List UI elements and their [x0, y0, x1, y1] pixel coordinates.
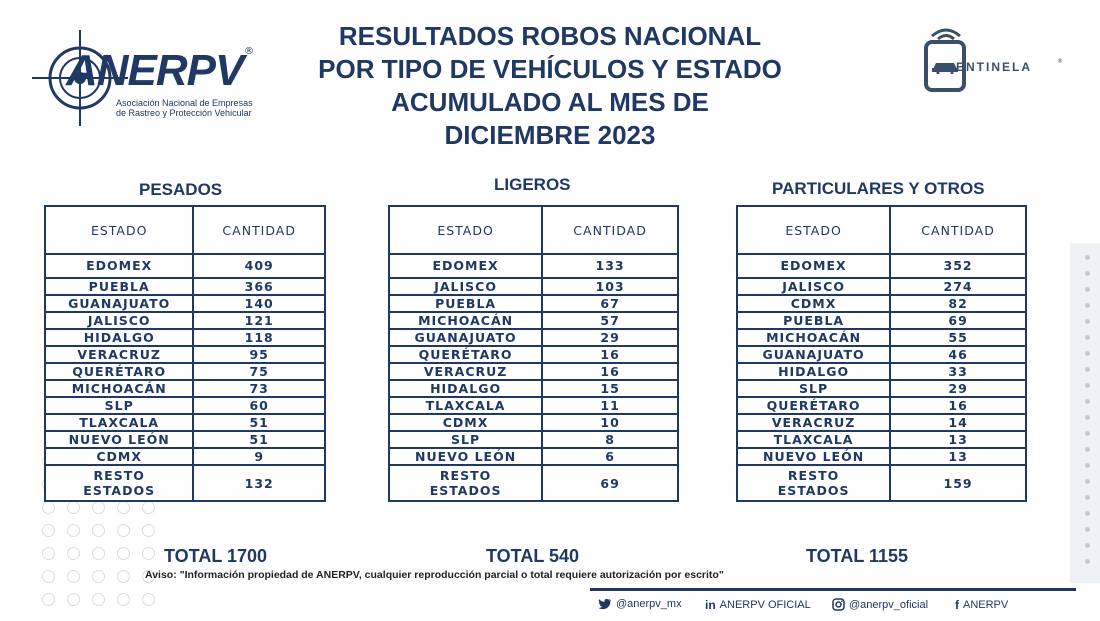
cell-cantidad: 95 — [193, 346, 325, 363]
cell-cantidad: 29 — [542, 329, 678, 346]
table-row — [737, 329, 1026, 346]
table-row — [45, 397, 325, 414]
cell-estado: PUEBLA — [389, 295, 542, 312]
cell-estado: GUANAJUATO — [45, 295, 193, 312]
cell-cantidad: 75 — [193, 363, 325, 380]
cell-estado-resto — [389, 465, 542, 501]
cell-estado: EDOMEX — [45, 254, 193, 278]
anerpv-wordmark: ANERPV — [66, 46, 244, 95]
cell-cantidad: 57 — [542, 312, 678, 329]
cell-estado: VERACRUZ — [737, 414, 890, 431]
cell-estado: GUANAJUATO — [389, 329, 542, 346]
table-row — [45, 278, 325, 295]
table-row — [389, 448, 678, 465]
title-line: ACUMULADO AL MES DE — [391, 87, 709, 117]
table-row — [389, 414, 678, 431]
table-row-resto — [737, 465, 1026, 501]
table-row — [45, 431, 325, 448]
cell-estado: NUEVO LEÓN — [45, 431, 193, 448]
instagram-handle: @anerpv_oficial — [849, 598, 929, 611]
cell-cantidad: 8 — [542, 431, 678, 448]
cell-cantidad-resto: 69 — [542, 465, 678, 501]
cell-cantidad: 69 — [890, 312, 1026, 329]
social-twitter[interactable] — [598, 598, 682, 610]
table-row — [737, 363, 1026, 380]
twitter-handle: @anerpv_mx — [616, 598, 682, 610]
table-row — [737, 254, 1026, 278]
resto-line1: RESTO — [787, 468, 840, 483]
cell-estado: HIDALGO — [737, 363, 890, 380]
table-row — [737, 397, 1026, 414]
cell-estado: VERACRUZ — [389, 363, 542, 380]
cell-estado: HIDALGO — [389, 380, 542, 397]
cell-estado: MICHOACÁN — [45, 380, 193, 397]
cell-cantidad: 33 — [890, 363, 1026, 380]
cell-cantidad: 14 — [890, 414, 1026, 431]
cell-cantidad: 11 — [542, 397, 678, 414]
table-row — [737, 278, 1026, 295]
col-header-cantidad: CANTIDAD — [193, 206, 325, 254]
pesados-title: PESADOS — [139, 180, 223, 199]
vertical-dots — [1085, 255, 1090, 564]
disclaimer-text: Aviso: "Información propiedad de ANERPV, cualquier reproducción parcial o total requiere autorización por escrito" — [145, 569, 724, 581]
ligeros-table — [388, 205, 679, 502]
table-row — [45, 295, 325, 312]
cell-estado: SLP — [45, 397, 193, 414]
social-linkedin[interactable] — [705, 598, 811, 612]
table-row — [737, 346, 1026, 363]
cell-estado: TLAXCALA — [389, 397, 542, 414]
col-header-estado: ESTADO — [737, 206, 890, 254]
table-row-resto — [389, 465, 678, 501]
cell-cantidad: 16 — [542, 363, 678, 380]
col-header-cantidad: CANTIDAD — [890, 206, 1026, 254]
facebook-icon: f — [955, 598, 959, 612]
social-instagram[interactable] — [832, 598, 928, 611]
cell-cantidad: 73 — [193, 380, 325, 397]
cell-estado: GUANAJUATO — [737, 346, 890, 363]
table-row — [389, 295, 678, 312]
linkedin-handle: ANERPV OFICIAL — [719, 599, 811, 611]
wifi-signal-icon — [926, 22, 966, 42]
cell-estado: CDMX — [45, 448, 193, 465]
cell-cantidad: 6 — [542, 448, 678, 465]
footer-divider — [590, 588, 1076, 591]
cell-cantidad-resto: 159 — [890, 465, 1026, 501]
particulares-total: TOTAL 1155 — [806, 546, 909, 566]
anerpv-subtitle-line1: Asociación Nacional de Empresas — [116, 98, 253, 108]
instagram-icon — [832, 598, 845, 611]
table-row — [45, 380, 325, 397]
table-row — [737, 448, 1026, 465]
cell-estado: CDMX — [389, 414, 542, 431]
cell-cantidad: 140 — [193, 295, 325, 312]
col-header-estado: ESTADO — [389, 206, 542, 254]
cell-cantidad: 60 — [193, 397, 325, 414]
table-row — [45, 414, 325, 431]
cell-cantidad: 82 — [890, 295, 1026, 312]
cell-cantidad: 10 — [542, 414, 678, 431]
cell-cantidad: 67 — [542, 295, 678, 312]
col-header-estado: ESTADO — [45, 206, 193, 254]
table-row — [45, 329, 325, 346]
cell-estado: TLAXCALA — [737, 431, 890, 448]
table-row — [737, 431, 1026, 448]
cell-estado: JALISCO — [389, 278, 542, 295]
table-row — [737, 312, 1026, 329]
cell-cantidad: 51 — [193, 431, 325, 448]
cell-estado: EDOMEX — [389, 254, 542, 278]
table-row — [389, 254, 678, 278]
registered-mark: ® — [1057, 58, 1063, 65]
cell-estado: NUEVO LEÓN — [737, 448, 890, 465]
cell-estado: HIDALGO — [45, 329, 193, 346]
table-row — [389, 397, 678, 414]
resto-line2: ESTADOS — [777, 483, 850, 498]
cell-cantidad: 46 — [890, 346, 1026, 363]
pesados-table — [44, 205, 326, 502]
table-row — [737, 380, 1026, 397]
anerpv-subtitle-line2: de Rastreo y Protección Vehicular — [116, 108, 252, 118]
table-row-resto — [45, 465, 325, 501]
table-row — [389, 329, 678, 346]
table-header-row — [45, 206, 325, 254]
social-facebook[interactable] — [955, 598, 1008, 612]
particulares-title: PARTICULARES Y OTROS — [772, 179, 985, 198]
cell-estado: SLP — [737, 380, 890, 397]
col-header-cantidad: CANTIDAD — [542, 206, 678, 254]
table-row — [389, 431, 678, 448]
cell-cantidad: 29 — [890, 380, 1026, 397]
cell-estado-resto — [45, 465, 193, 501]
registered-mark: ® — [244, 46, 254, 57]
cell-cantidad: 274 — [890, 278, 1026, 295]
ligeros-total: TOTAL 540 — [486, 546, 580, 566]
cell-estado: EDOMEX — [737, 254, 890, 278]
cell-estado: QUERÉTARO — [737, 397, 890, 414]
cell-estado: NUEVO LEÓN — [389, 448, 542, 465]
cell-estado: CDMX — [737, 295, 890, 312]
table-row — [389, 278, 678, 295]
cell-cantidad: 133 — [542, 254, 678, 278]
table-row — [389, 380, 678, 397]
cell-cantidad: 55 — [890, 329, 1026, 346]
cell-estado-resto — [737, 465, 890, 501]
cell-cantidad: 9 — [193, 448, 325, 465]
cell-cantidad: 103 — [542, 278, 678, 295]
page-title — [300, 20, 800, 152]
table-row — [45, 363, 325, 380]
cell-cantidad: 51 — [193, 414, 325, 431]
table-row — [737, 295, 1026, 312]
table-row — [389, 346, 678, 363]
resto-line2: ESTADOS — [429, 483, 502, 498]
twitter-icon — [598, 598, 612, 610]
table-row — [45, 346, 325, 363]
cell-estado: PUEBLA — [737, 312, 890, 329]
table-row — [45, 312, 325, 329]
cell-cantidad: 13 — [890, 431, 1026, 448]
cell-estado: JALISCO — [45, 312, 193, 329]
title-line: RESULTADOS ROBOS NACIONAL — [338, 21, 762, 51]
resto-line2: ESTADOS — [83, 483, 156, 498]
table-header-row — [389, 206, 678, 254]
cell-cantidad: 409 — [193, 254, 325, 278]
cell-cantidad: 16 — [542, 346, 678, 363]
cell-estado: QUERÉTARO — [389, 346, 542, 363]
cell-cantidad: 16 — [890, 397, 1026, 414]
cell-cantidad: 352 — [890, 254, 1026, 278]
cell-cantidad: 121 — [193, 312, 325, 329]
particulares-table — [736, 205, 1027, 502]
cell-cantidad: 15 — [542, 380, 678, 397]
cell-cantidad: 366 — [193, 278, 325, 295]
table-row — [45, 254, 325, 278]
cell-estado: TLAXCALA — [45, 414, 193, 431]
centinela-wordmark: ENTINELA — [956, 60, 1032, 74]
ligeros-title: LIGEROS — [494, 175, 571, 194]
pesados-total: TOTAL 1700 — [164, 546, 268, 566]
table-row — [45, 448, 325, 465]
cell-cantidad: 118 — [193, 329, 325, 346]
cell-estado: MICHOACÁN — [737, 329, 890, 346]
cell-estado: SLP — [389, 431, 542, 448]
linkedin-icon: in — [705, 598, 716, 612]
cell-estado: QUERÉTARO — [45, 363, 193, 380]
table-row — [389, 363, 678, 380]
resto-line1: RESTO — [93, 468, 145, 483]
resto-line1: RESTO — [439, 468, 492, 483]
table-row — [389, 312, 678, 329]
cell-estado: PUEBLA — [45, 278, 193, 295]
anerpv-subtitle — [116, 98, 253, 118]
title-line: POR TIPO DE VEHÍCULOS Y ESTADO — [318, 54, 782, 84]
title-line: DICIEMBRE 2023 — [444, 120, 656, 150]
cell-cantidad: 13 — [890, 448, 1026, 465]
cell-estado: MICHOACÁN — [389, 312, 542, 329]
table-header-row — [737, 206, 1026, 254]
table-row — [737, 414, 1026, 431]
facebook-handle: ANERPV — [963, 599, 1009, 611]
anerpv-logo — [30, 28, 262, 128]
cell-estado: JALISCO — [737, 278, 890, 295]
cell-cantidad-resto: 132 — [193, 465, 325, 501]
cell-estado: VERACRUZ — [45, 346, 193, 363]
centinela-logo — [920, 22, 1070, 102]
